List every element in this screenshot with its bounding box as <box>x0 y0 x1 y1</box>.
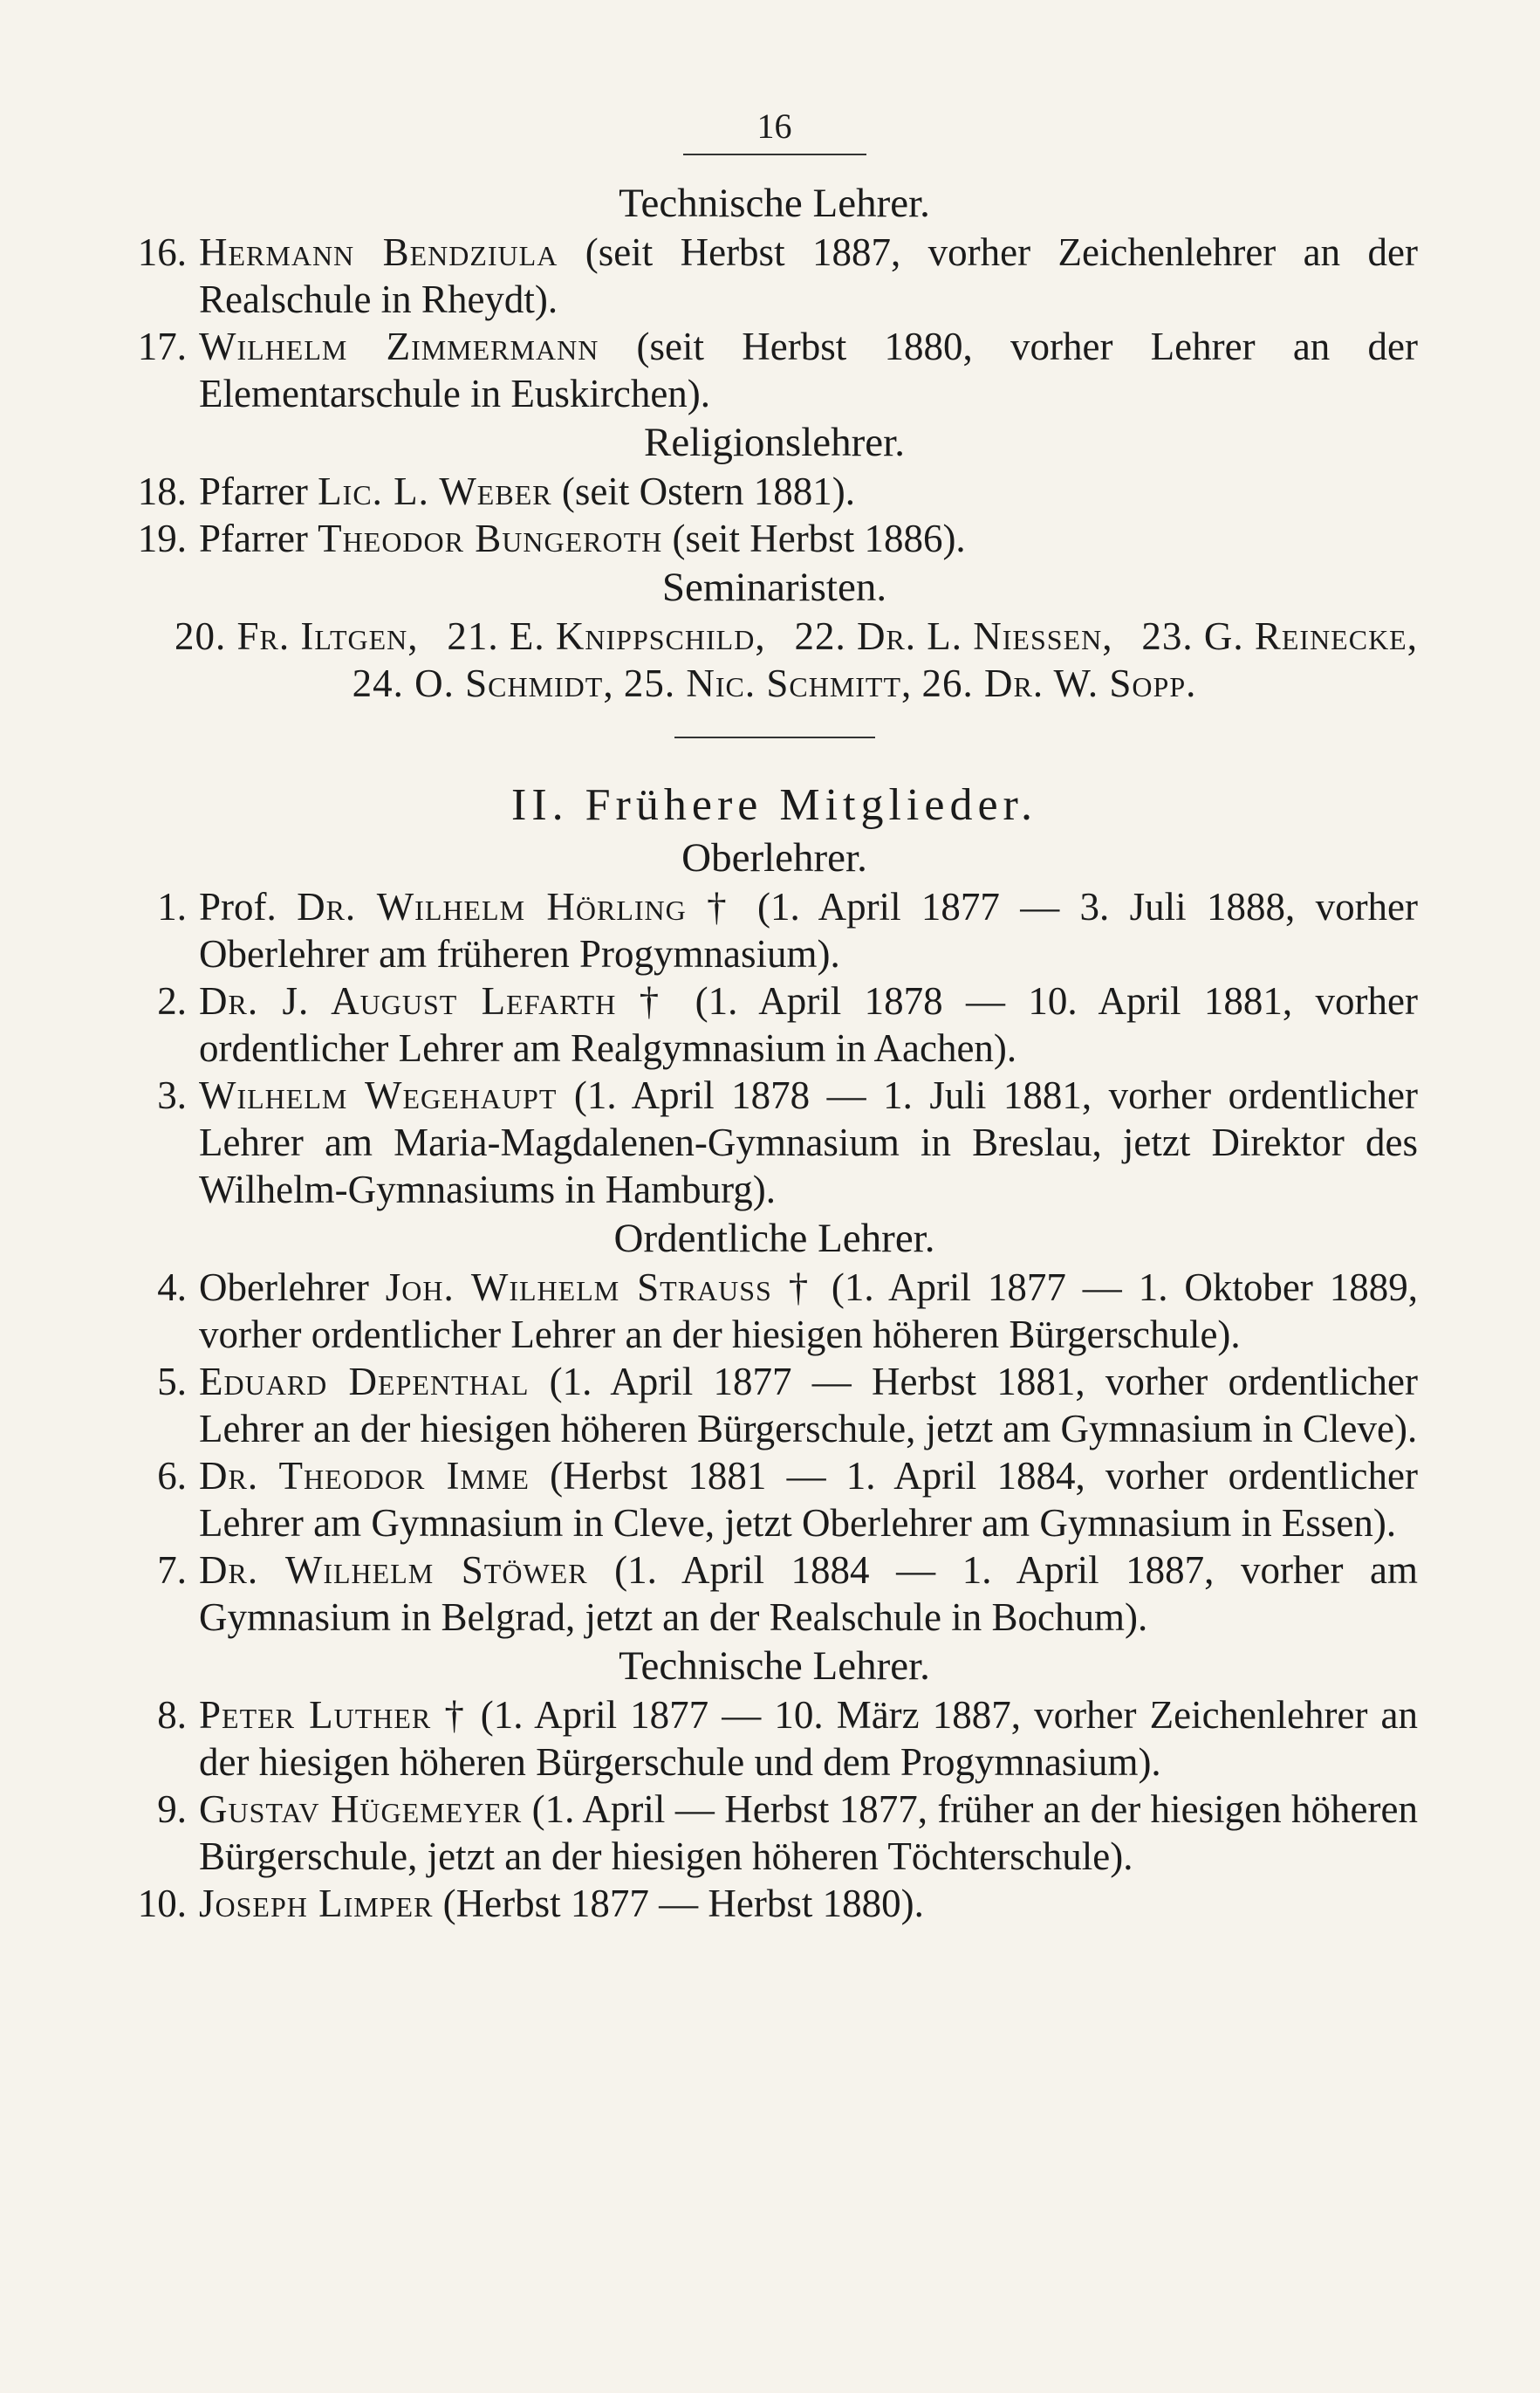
section-divider <box>674 737 875 738</box>
entry-text <box>199 977 1418 1072</box>
list-item <box>131 1786 1418 1880</box>
entry-details: † (1. April 1878 — 10. April 1881, vorher ordentlicher Lehrer am Realgymnasium in Aachen). <box>199 979 1418 1070</box>
seminarist-entry: 26. Dr. W. Sopp. <box>921 662 1197 705</box>
entry-details: (seit Herbst 1880, vorher Lehrer an der Elementarschule in Euskirchen). <box>199 325 1418 415</box>
entry-number: 18. <box>137 470 187 513</box>
entry-number: 8. <box>157 1693 187 1737</box>
person-name: Peter Luther <box>199 1693 432 1737</box>
list-item <box>131 323 1418 417</box>
person-name: Dr. Wilhelm Hörling <box>297 885 687 929</box>
seminarist-entry: 20. Fr. Iltgen, <box>175 614 419 658</box>
entry-details: (1. April 1878 — 1. Juli 1881, vorher ordentlicher Lehrer am Maria-Magdalenen-Gymnasium in Breslau, jetzt Direktor des Wilhelm-Gymnasiums in Hamburg). <box>199 1073 1418 1211</box>
entry-number: 16. <box>137 230 187 274</box>
entry-text <box>199 1358 1418 1452</box>
heading-technische-lehrer-former: Technische Lehrer. <box>619 1643 930 1689</box>
entry-number: 4. <box>157 1265 187 1309</box>
heading-oberlehrer: Oberlehrer. <box>681 835 867 881</box>
seminaristen-row-1 <box>131 613 1418 660</box>
heading-religionslehrer: Religionslehrer. <box>644 420 905 465</box>
seminaristen-row-2 <box>131 660 1418 707</box>
list-item <box>131 229 1418 323</box>
entry-number: 2. <box>157 979 187 1023</box>
person-name: Theodor Bungeroth <box>318 517 663 560</box>
entry-text <box>199 1072 1418 1213</box>
entry-text <box>199 229 1418 323</box>
entry-details: (seit Herbst 1886). <box>662 517 966 560</box>
person-name: Dr. Theodor Imme <box>199 1454 530 1498</box>
seminarist-entry: 23. G. Reinecke, <box>1141 614 1418 658</box>
entry-number: 6. <box>157 1454 187 1498</box>
list-item <box>131 515 1418 562</box>
person-name: Dr. Wilhelm Stöwer <box>199 1548 588 1592</box>
entry-text <box>199 1786 1418 1880</box>
entry-prefix: Oberlehrer <box>199 1265 386 1309</box>
entry-text <box>199 1264 1418 1358</box>
entry-number: 10. <box>137 1882 187 1925</box>
heading-seminaristen: Seminaristen. <box>661 565 887 610</box>
entry-text <box>199 1691 1418 1786</box>
entry-text <box>199 1880 1418 1927</box>
entry-details: † (1. April 1877 — 1. Oktober 1889, vorher ordentlicher Lehrer an der hiesigen höheren Bürgerschule). <box>199 1265 1418 1356</box>
heading-technische-lehrer: Technische Lehrer. <box>619 181 930 226</box>
list-item <box>131 1072 1418 1213</box>
entry-text <box>199 515 1418 562</box>
entry-details: (seit Ostern 1881). <box>551 470 856 513</box>
entry-number: 5. <box>157 1360 187 1403</box>
entry-details: † (1. April 1877 — 10. März 1887, vorher Zeichenlehrer an der hiesigen höheren Bürgerschule und dem Progymnasium). <box>199 1693 1418 1784</box>
person-name: Eduard Depenthal <box>199 1360 530 1403</box>
person-name: Dr. J. August Lefarth <box>199 979 617 1023</box>
list-item <box>131 468 1418 515</box>
list-item <box>131 977 1418 1072</box>
person-name: Joseph Limper <box>199 1882 434 1925</box>
entry-prefix: Prof. <box>199 885 298 929</box>
entry-number: 3. <box>157 1073 187 1117</box>
entry-number: 9. <box>157 1787 187 1831</box>
person-name: Gustav Hügemeyer <box>199 1787 523 1831</box>
list-item <box>131 1691 1418 1786</box>
entry-text <box>199 883 1418 977</box>
person-name: Hermann Bendziula <box>199 230 558 274</box>
page-number: 16 <box>756 106 792 146</box>
entry-details: (1. April 1884 — 1. April 1887, vorher am Gymnasium in Belgrad, jetzt an der Realschule in Bochum). <box>199 1548 1418 1639</box>
list-item <box>131 1546 1418 1641</box>
entry-text <box>199 1546 1418 1641</box>
seminarist-entry: 24. O. Schmidt, <box>352 662 614 705</box>
list-item <box>131 1880 1418 1927</box>
entry-details: (1. April — Herbst 1877, früher an der hiesigen höheren Bürgerschule, jetzt an der hiesigen höheren Töchterschule). <box>199 1787 1418 1878</box>
list-item <box>131 883 1418 977</box>
list-item <box>131 1264 1418 1358</box>
entry-text <box>199 468 1418 515</box>
entry-details: (seit Herbst 1887, vorher Zeichenlehrer an der Realschule in Rheydt). <box>199 230 1419 321</box>
entry-text <box>199 323 1418 417</box>
heading-ordentliche-lehrer: Ordentliche Lehrer. <box>613 1216 935 1261</box>
entry-details: (Herbst 1877 — Herbst 1880). <box>433 1882 924 1925</box>
entry-number: 1. <box>157 885 187 929</box>
entry-details: † (1. April 1877 — 3. Juli 1888, vorher Oberlehrer am früheren Progymnasium). <box>199 885 1419 976</box>
entry-prefix: Pfarrer <box>199 517 318 560</box>
list-item <box>131 1358 1418 1452</box>
entry-number: 17. <box>137 325 187 368</box>
entry-prefix: Pfarrer <box>199 470 318 513</box>
entry-details: (1. April 1877 — Herbst 1881, vorher ordentlicher Lehrer an der hiesigen höheren Bürgerschule, jetzt am Gymnasium in Cleve). <box>199 1360 1418 1450</box>
person-name: Wilhelm Zimmermann <box>199 325 599 368</box>
list-item <box>131 1452 1418 1546</box>
person-name: Lic. L. Weber <box>318 470 552 513</box>
header-rule <box>683 154 866 155</box>
entry-details: (Herbst 1881 — 1. April 1884, vorher ordentlicher Lehrer am Gymnasium in Cleve, jetzt Oberlehrer am Gymnasium in Essen). <box>199 1454 1418 1545</box>
seminarist-entry: 25. Nic. Schmitt, <box>623 662 913 705</box>
person-name: Joh. Wilhelm Strauss <box>385 1265 772 1309</box>
section-title: II. Frühere Mitglieder. <box>511 780 1037 830</box>
person-name: Wilhelm Wegehaupt <box>199 1073 558 1117</box>
seminarist-entry: 21. E. Knippschild, <box>447 614 766 658</box>
entry-text <box>199 1452 1418 1546</box>
entry-number: 19. <box>137 517 187 560</box>
seminarist-entry: 22. Dr. L. Niessen, <box>794 614 1113 658</box>
entry-number: 7. <box>157 1548 187 1592</box>
